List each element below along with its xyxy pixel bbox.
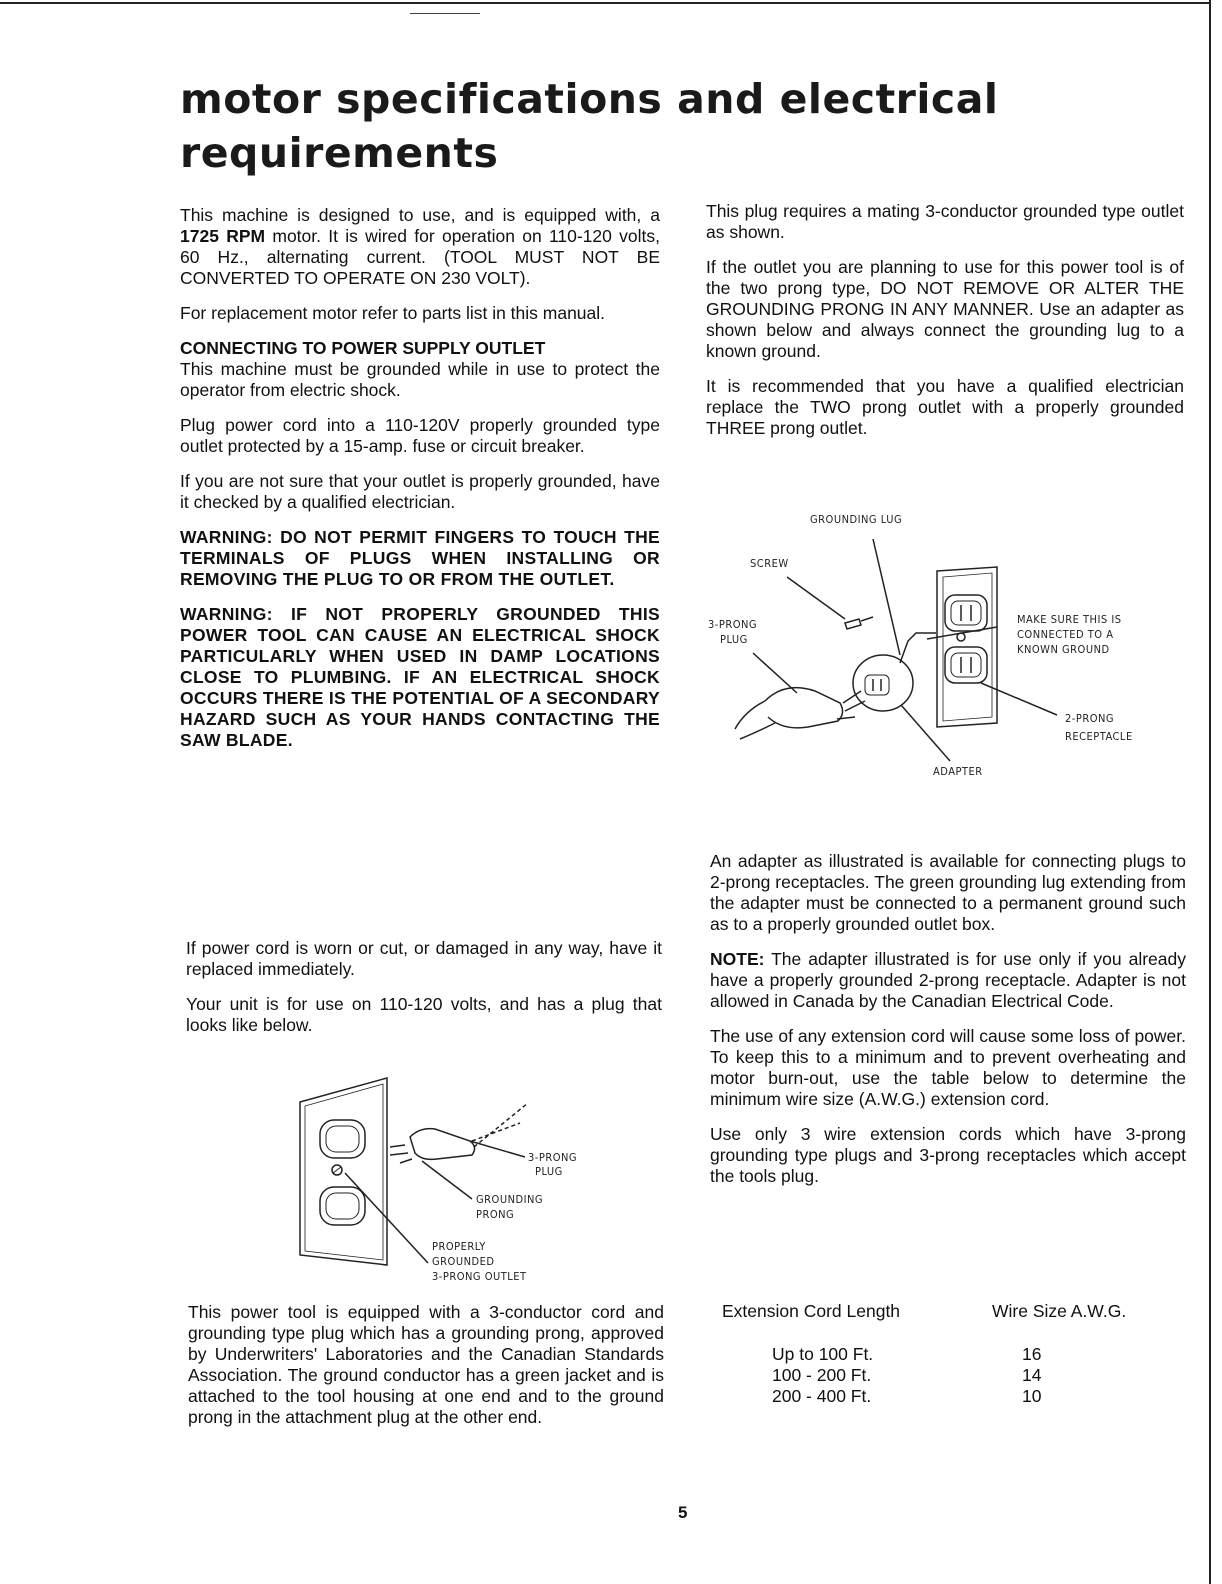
left-column-bottom	[188, 1302, 664, 1442]
label-receptacle: RECEPTACLE	[1065, 730, 1133, 743]
unit-voltage-paragraph: Your unit is for use on 110-120 volts, and has a plug that looks like below.	[186, 994, 662, 1035]
label-make-sure: MAKE SURE THIS IS	[1017, 613, 1122, 626]
adapter-3-prong-plug	[765, 688, 843, 728]
header-length: Extension Cord Length	[722, 1301, 901, 1321]
table-row	[722, 1386, 1162, 1407]
intro-paragraph: This machine is designed to use, and is equipped with, a 1725 RPM motor. It is wired for operation on 110-120 volts, 60 Hz., alternating current. (TOOL MUST NOT BE CONVERTED TO OPERATE ON 230 VOLT).	[180, 205, 660, 288]
top-border	[0, 2, 1210, 4]
label-adapter-3-prong: 3-PRONG	[708, 618, 758, 631]
label-3-prong-outlet: 3-PRONG OUTLET	[432, 1270, 527, 1283]
left-column-lower	[186, 938, 662, 1050]
screw-leader	[787, 577, 845, 619]
cell-length: 200 - 400 Ft.	[772, 1386, 872, 1406]
replacement-paragraph: For replacement motor refer to parts list in this manual.	[180, 303, 606, 323]
cell-size: 16	[1022, 1344, 1042, 1364]
extension-cord-table	[722, 1301, 1162, 1407]
cell-length: Up to 100 Ft.	[772, 1344, 874, 1364]
extension-paragraph: The use of any extension cord will cause some loss of power. To keep this to a minimum and to prevent overheating and motor burn-out, use the table below to determine the minimum wire size (A.W.G.) extension cord.	[710, 1026, 1186, 1109]
left-column	[180, 205, 660, 765]
worn-cord-paragraph: If power cord is worn or cut, or damaged in any way, have it replaced immediately.	[186, 938, 662, 979]
header-wire-size: Wire Size A.W.G.	[992, 1301, 1127, 1321]
two-prong-paragraph: If the outlet you are planning to use for this power tool is of the two prong type, DO NOT REMOVE OR ALTER THE GROUNDING PRONG IN ANY MANNER. Use an adapter as shown below and always connect the grounding lug to a known ground.	[706, 257, 1184, 361]
right-column-lower	[710, 851, 1186, 1201]
warning-grounding: WARNING: IF NOT PROPERLY GROUNDED THIS POWER TOOL CAN CAUSE AN ELECTRICAL SHOCK PARTICULARLY WHEN USED IN DAMP LOCATIONS CLOSE TO PLUMBING. IF AN ELECTRICAL SHOCK OCCURS THERE IS THE POTENTIAL OF A SECONDARY HAZARD SUCH AS YOUR HANDS CONTACTING THE SAW BLADE.	[180, 604, 660, 750]
page-title: motor specifications and electrical requirements	[180, 75, 999, 177]
note-paragraph: NOTE: The adapter illustrated is for use only if you already have a properly grounded 2-prong receptacle. Adapter is not allowed in Canada by the Canadian Electrical Code.	[710, 949, 1186, 1011]
label-grounded: GROUNDED	[432, 1255, 495, 1268]
cell-length: 100 - 200 Ft.	[772, 1365, 872, 1385]
label-known-ground: KNOWN GROUND	[1017, 643, 1110, 656]
label-grounding: GROUNDING	[476, 1193, 544, 1206]
label-grounding-lug: GROUNDING LUG	[810, 513, 903, 526]
plug-cord-paragraph: Plug power cord into a 110-120V properly grounded type outlet protected by a 15-amp. fuse or circuit breaker.	[180, 415, 660, 456]
label-plug: PLUG	[535, 1165, 563, 1178]
connecting-paragraph: This machine must be grounded while in use to protect the operator from electric shock.	[180, 359, 660, 400]
right-border	[1209, 0, 1211, 1584]
screw	[845, 619, 861, 629]
plug-leader	[470, 1141, 525, 1157]
cell-size: 14	[1022, 1365, 1042, 1385]
label-connected: CONNECTED TO A	[1017, 628, 1114, 641]
lug-leader	[873, 539, 900, 655]
scan-mark	[410, 13, 480, 14]
label-adapter-plug: PLUG	[720, 633, 748, 646]
recommended-paragraph: It is recommended that you have a qualified electrician replace the TWO prong outlet with a properly grounded THREE prong outlet.	[706, 376, 1184, 438]
table-header	[722, 1301, 1162, 1322]
adapter-figure	[705, 505, 1160, 785]
table-row	[722, 1344, 1162, 1365]
three-prong-plug	[410, 1129, 475, 1160]
adapter-paragraph: An adapter as illustrated is available for connecting plugs to 2-prong receptacles. The green grounding lug extending from the adapter must be connected to a permanent ground such as to a properly grounded outlet box.	[710, 851, 1186, 934]
warning-fingers: WARNING: DO NOT PERMIT FINGERS TO TOUCH THE TERMINALS OF PLUGS WHEN INSTALLING OR REMOVING THE PLUG TO OR FROM THE OUTLET.	[180, 527, 660, 589]
label-properly: PROPERLY	[432, 1240, 486, 1253]
plug-leader	[753, 653, 797, 693]
label-adapter: ADAPTER	[933, 765, 983, 778]
label-screw: SCREW	[750, 557, 789, 570]
right-column	[706, 201, 1184, 453]
prong-leader	[422, 1161, 472, 1199]
three-wire-paragraph: Use only 3 wire extension cords which have 3-prong grounding type plugs and 3-prong receptacles which accept the tools plug.	[710, 1124, 1186, 1186]
receptacle-leader	[981, 683, 1057, 715]
label-2-prong: 2-PRONG	[1065, 712, 1115, 725]
mating-paragraph: This plug requires a mating 3-conductor grounded type outlet as shown.	[706, 201, 1184, 242]
cell-size: 10	[1022, 1386, 1042, 1406]
label-prong: PRONG	[476, 1208, 515, 1221]
rpm-value: 1725 RPM	[180, 226, 266, 246]
label-3-prong: 3-PRONG	[528, 1151, 578, 1164]
grounding-lug	[900, 633, 936, 663]
wall-plate	[300, 1078, 387, 1265]
connecting-heading: CONNECTING TO POWER SUPPLY OUTLET	[180, 338, 546, 358]
grounded-outlet-figure	[290, 1075, 580, 1290]
table-row	[722, 1365, 1162, 1386]
note-label: NOTE:	[710, 949, 765, 969]
page-number: 5	[678, 1503, 688, 1522]
equipped-paragraph: This power tool is equipped with a 3-conductor cord and grounding type plug which has a grounding prong, approved by Underwriters' Laboratories and the Canadian Standards Association. The ground conductor has a green jacket and is attached to the tool housing at one end and to the ground prong in the attachment plug at the other end.	[188, 1302, 664, 1427]
not-sure-paragraph: If you are not sure that your outlet is properly grounded, have it checked by a qualified electrician.	[180, 471, 660, 512]
